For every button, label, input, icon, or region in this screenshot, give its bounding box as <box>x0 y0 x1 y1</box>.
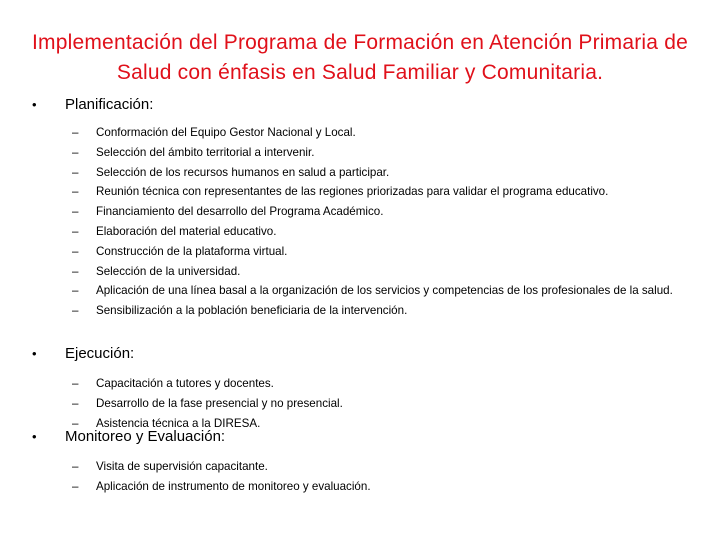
section-ejecucion <box>32 344 692 435</box>
list-item-text: Desarrollo de la fase presencial y no presencial. <box>96 396 343 410</box>
dash-icon: – <box>72 416 79 430</box>
dash-icon: – <box>72 377 79 390</box>
dash-icon: – <box>72 460 79 473</box>
section-monitoreo <box>32 427 692 499</box>
section-heading: Monitoreo y Evaluación: <box>65 428 226 445</box>
dash-icon: – <box>72 264 79 278</box>
list-item <box>32 125 681 141</box>
list-item <box>32 303 681 319</box>
list-item-text: Asistencia técnica a la DIRESA. <box>96 416 261 430</box>
list-item-text: Capacitación a tutores y docentes. <box>96 377 274 390</box>
dash-icon: – <box>72 126 79 139</box>
list-item-text: Reunión técnica con representantes de las regiones priorizadas para validar el programa educativo. <box>96 185 609 199</box>
item-list <box>32 459 692 495</box>
item-list <box>32 376 692 432</box>
bullet-icon: • <box>32 346 37 361</box>
list-item-text: Elaboración del material educativo. <box>96 224 277 238</box>
list-item-text: Aplicación de instrumento de monitoreo y evaluación. <box>96 479 371 493</box>
dash-icon: – <box>72 165 79 179</box>
dash-icon: – <box>72 284 79 298</box>
bullet-icon: • <box>32 97 37 112</box>
list-item <box>32 244 681 260</box>
bullet-icon: • <box>32 429 37 444</box>
section-header <box>32 95 692 115</box>
dash-icon: – <box>72 205 79 219</box>
list-item <box>32 184 681 200</box>
list-item-text: Sensibilización a la población beneficiaria de la intervención. <box>96 304 408 318</box>
section-header <box>32 427 692 447</box>
dash-icon: – <box>72 224 79 238</box>
section-heading: Ejecución: <box>65 345 135 362</box>
list-item-text: Selección de la universidad. <box>96 264 241 278</box>
list-item <box>32 479 681 495</box>
list-item-text: Aplicación de una línea basal a la organización de los servicios y competencias de los profesionales de la salud. <box>96 284 673 298</box>
slide-title: Implementación del Programa de Formación en Atención Primaria de Salud con énfasis en Salud Familiar y Comunitaria. <box>32 31 688 84</box>
list-item <box>32 264 681 280</box>
section-header <box>32 344 692 364</box>
list-item-text: Selección de los recursos humanos en salud a participar. <box>96 165 390 179</box>
list-item-text: Construcción de la plataforma virtual. <box>96 244 288 258</box>
dash-icon: – <box>72 244 79 258</box>
item-list <box>32 125 692 319</box>
dash-icon: – <box>72 145 79 159</box>
list-item <box>32 376 681 392</box>
list-item-text: Financiamiento del desarrollo del Programa Académico. <box>96 205 384 219</box>
list-item-text: Selección del ámbito territorial a intervenir. <box>96 145 315 159</box>
list-item <box>32 459 681 475</box>
list-item <box>32 204 681 220</box>
dash-icon: – <box>72 479 79 493</box>
dash-icon: – <box>72 304 79 318</box>
list-item <box>32 165 681 181</box>
list-item <box>32 145 681 161</box>
list-item <box>32 283 681 299</box>
list-item <box>32 224 681 240</box>
dash-icon: – <box>72 396 79 410</box>
dash-icon: – <box>72 185 79 199</box>
section-planificacion <box>32 95 692 323</box>
list-item-text: Visita de supervisión capacitante. <box>96 460 268 473</box>
list-item <box>32 396 681 412</box>
section-heading: Planificación: <box>65 96 154 113</box>
list-item-text: Conformación del Equipo Gestor Nacional y Local. <box>96 126 356 139</box>
